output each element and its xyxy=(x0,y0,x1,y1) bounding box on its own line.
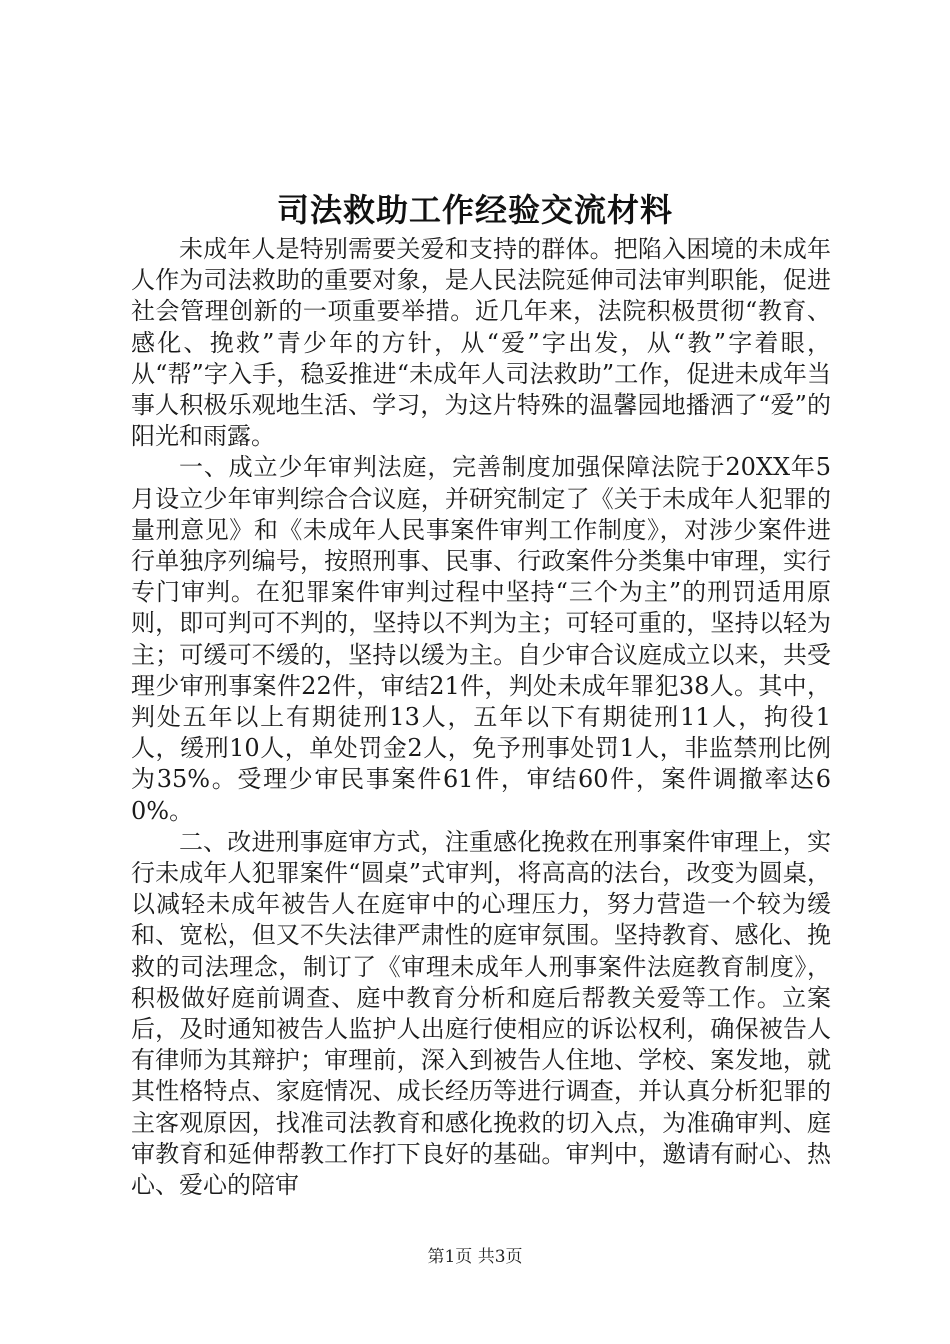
document-body xyxy=(131,234,831,1201)
paragraph-section-1: 一、成立少年审判法庭，完善制度加强保障法院于20XX年5月设立少年审判综合合议庭，并研究制定了《关于未成年人犯罪的量刑意见》和《未成年人民事案件审判工作制度》，对涉少案件进行单独序列编号，按照刑事、民事、行政案件分类集中审理，实行专门审判。在犯罪案件审判过程中坚持“三个为主”的刑罚适用原则，即可判可不判的，坚持以不判为主；可轻可重的，坚持以轻为主；可缓可不缓的，坚持以缓为主。自少审合议庭成立以来，共受理少审刑事案件22件，审结21件，判处未成年罪犯38人。其中，判处五年以上有期徒刑13人，五年以下有期徒刑11人，拘役1人，缓刑10人，单处罚金2人，免予刑事处罚1人，非监禁刑比例为35%。受理少审民事案件61件，审结60件，案件调撤率达60%。 xyxy=(131,453,831,825)
paragraph-section-2: 二、改进刑事庭审方式，注重感化挽救在刑事案件审理上，实行未成年人犯罪案件“圆桌”式审判，将高高的法台，改变为圆桌，以减轻未成年被告人在庭审中的心理压力，努力营造一个较为缓和、宽松，但又不失法律严肃性的庭审氛围。坚持教育、感化、挽救的司法理念，制订了《审理未成年人刑事案件法庭教育制度》，积极做好庭前调查、庭中教育分析和庭后帮教关爱等工作。立案后，及时通知被告人监护人出庭行使相应的诉讼权利，确保被告人有律师为其辩护；审理前，深入到被告人住地、学校、案发地，就其性格特点、家庭情况、成长经历等进行调查，并认真分析犯罪的主客观原因，找准司法教育和感化挽救的切入点，为准确审判、庭审教育和延伸帮教工作打下良好的基础。审判中，邀请有耐心、热心、爱心的陪审 xyxy=(131,827,831,1200)
paragraph-intro: 未成年人是特别需要关爱和支持的群体。把陷入困境的未成年人作为司法救助的重要对象，是人民法院延伸司法审判职能，促进社会管理创新的一项重要举措。近几年来，法院积极贯彻“教育、感化、挽救”青少年的方针，从“爱”字出发，从“教”字着眼，从“帮”字入手，稳妥推进“未成年人司法救助”工作，促进未成年当事人积极乐观地生活、学习，为这片特殊的温馨园地播洒了“爱”的阳光和雨露。 xyxy=(131,235,831,451)
page-number-footer: 第1页 共3页 xyxy=(427,1247,523,1267)
document-title: 司法救助工作经验交流材料 xyxy=(276,191,673,229)
